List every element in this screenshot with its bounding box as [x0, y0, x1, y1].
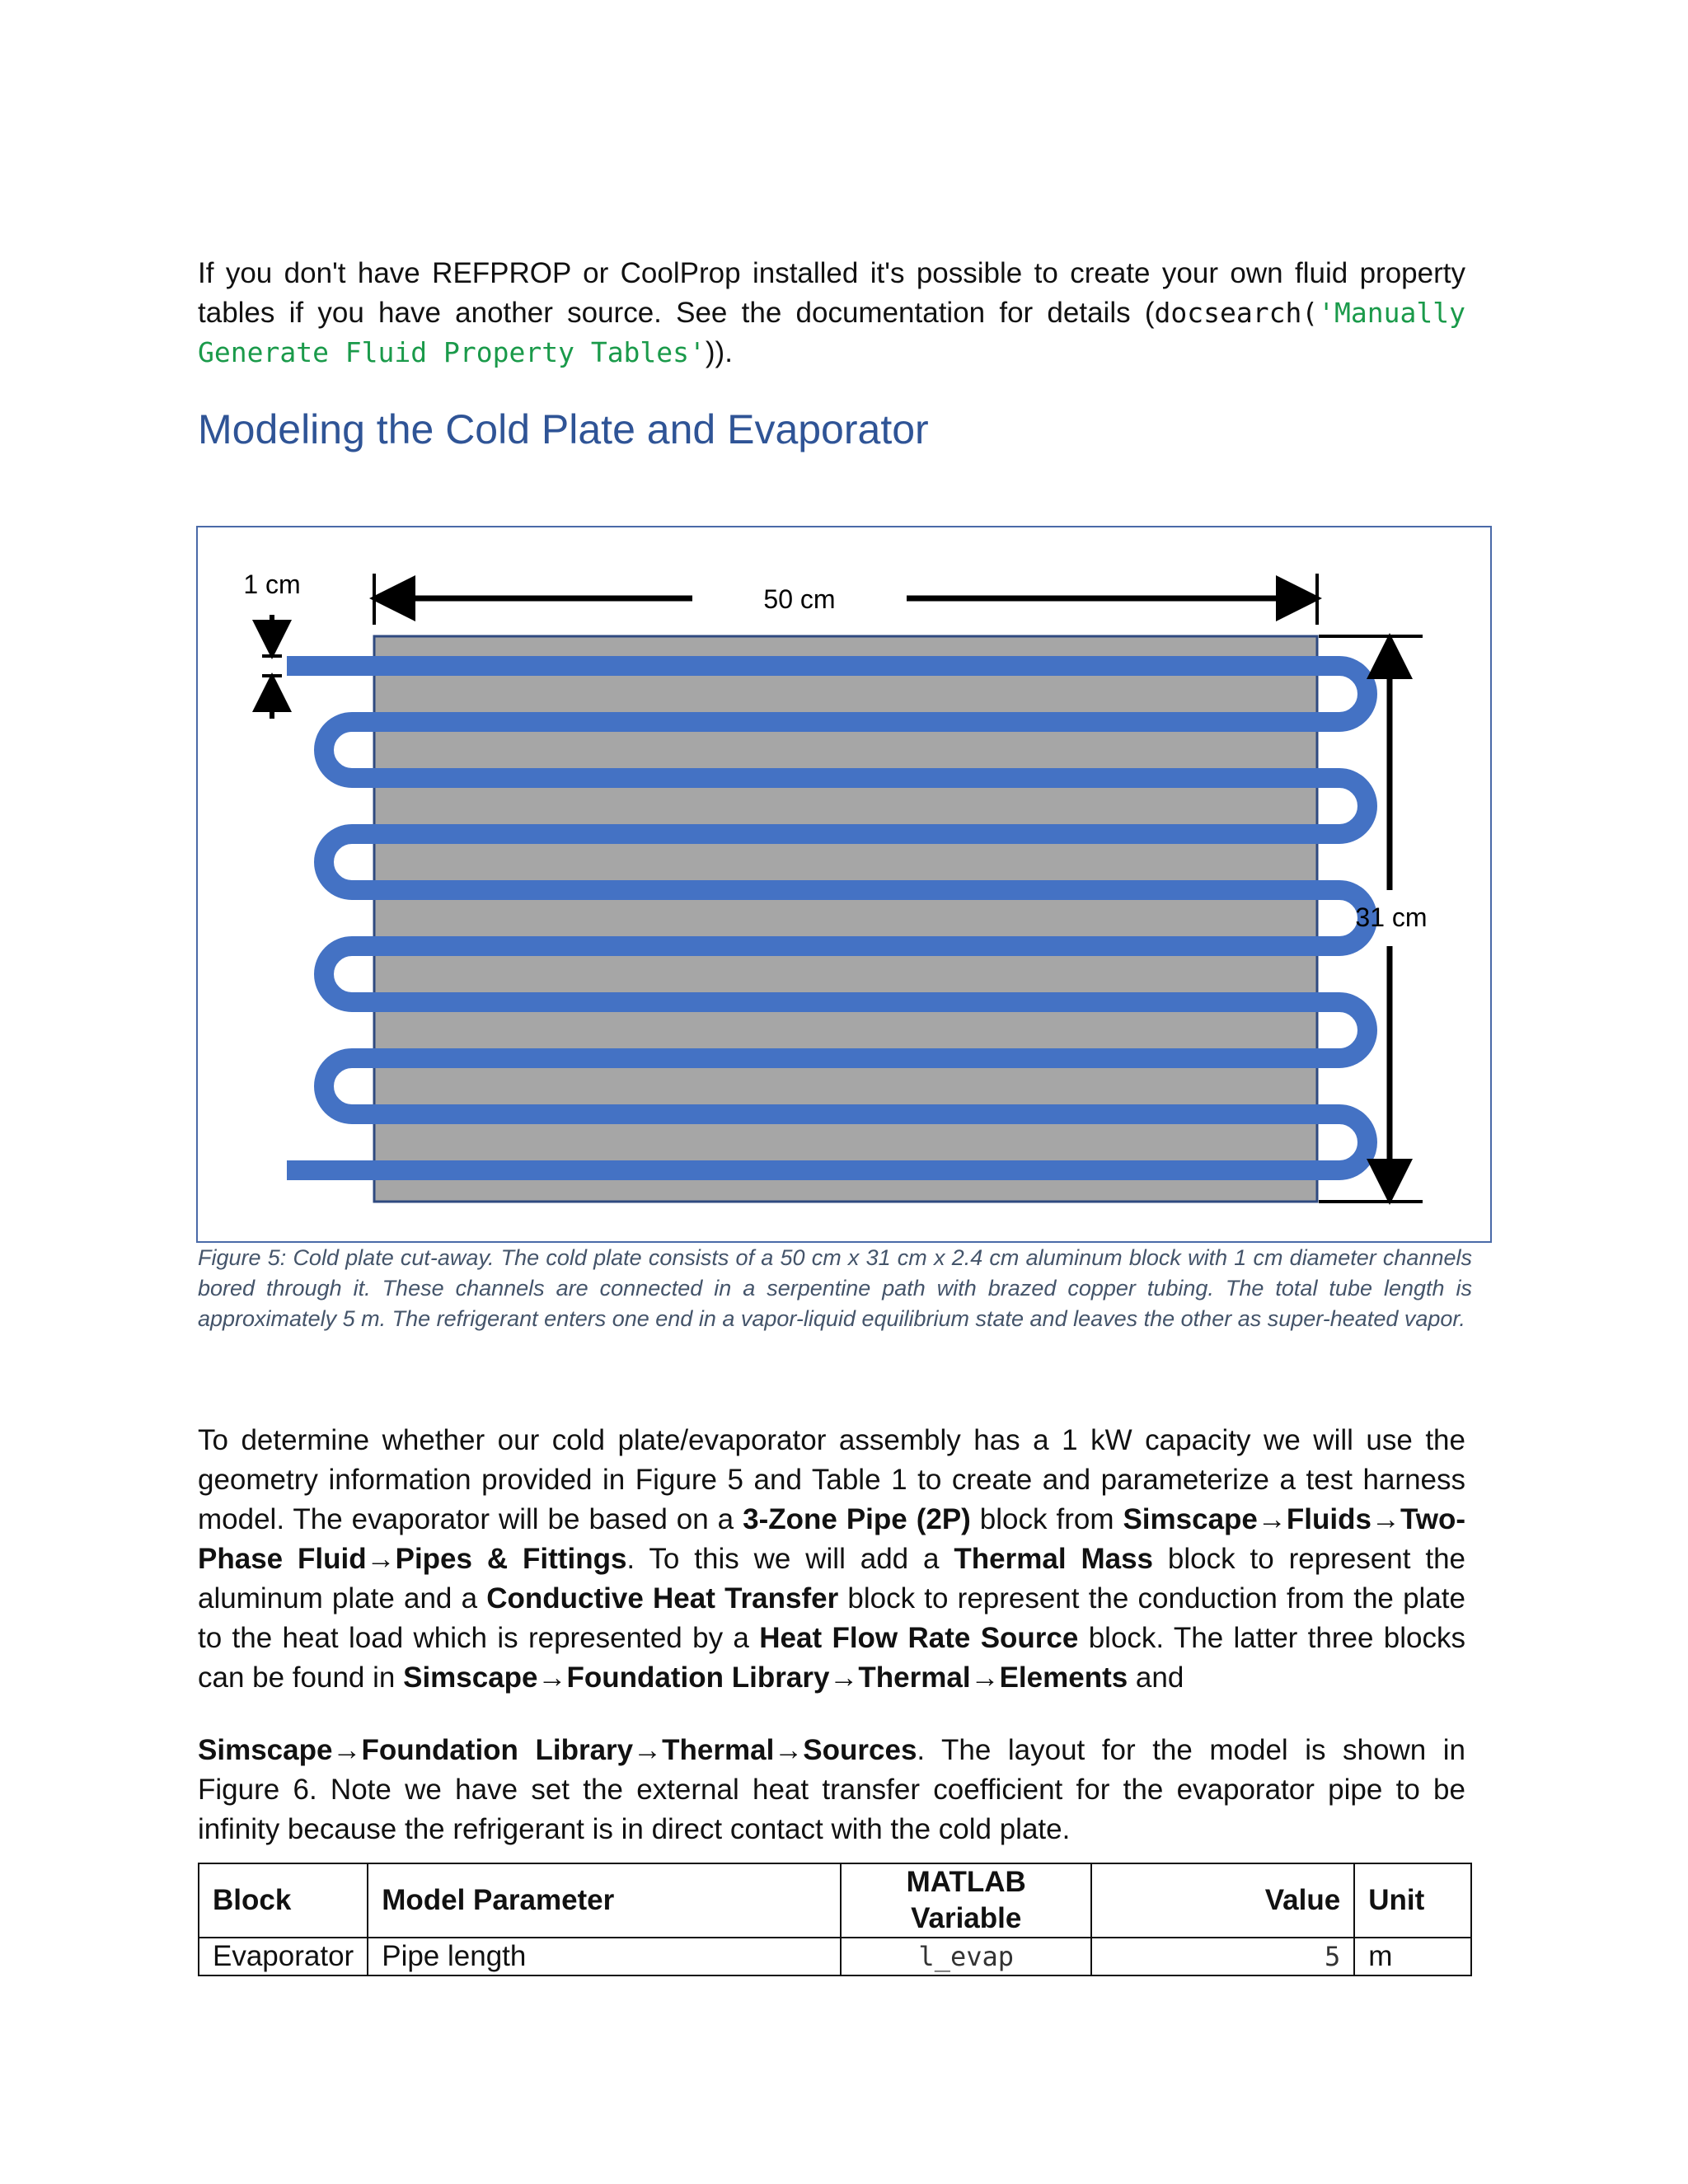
parameter-table: [198, 1863, 1472, 1976]
col-header-unit: Unit: [1354, 1863, 1471, 1938]
body-paragraph-2: Simscape→Foundation Library→Thermal→Sources. The layout for the model is shown in Figure 6. Note we have set the external heat transfer coefficient for the evaporator pipe to be infinity because the refrigerant is in direct contact with the cold plate.: [198, 1734, 1466, 1845]
cold-plate-diagram: [198, 527, 1493, 1244]
body-paragraph-1: To determine whether our cold plate/evaporator assembly has a 1 kW capacity we will use the geometry information provided in Figure 5 and Table 1 to create and parameterize a test harness model. The evaporator will be based on a 3-Zone Pipe (2P) block from Simscape→Fluids→Two-Phase Fluid→Pipes & Fittings. To this we will add a Thermal Mass block to represent the aluminum plate and a Conductive Heat Transfer block to represent the conduction from the plate to the heat load which is represented by a Heat Flow Rate Source block. The latter three blocks can be found in Simscape→Foundation Library→Thermal→Elements and: [198, 1424, 1465, 1694]
cell-matlab-variable: l_evap: [841, 1938, 1091, 1975]
figure-caption: Figure 5: Cold plate cut-away. The cold plate consists of a 50 cm x 31 cm x 2.4 cm aluminum block with 1 cm diameter channels bored through it. These channels are connected in a serpentine path with brazed copper tubing. The total tube length is approximately 5 m. The refrigerant enters one end in a vapor-liquid equilibrium state and leaves the other as super-heated vapor.: [198, 1245, 1472, 1331]
width-label: 50 cm: [763, 584, 836, 614]
col-header-block: Block: [199, 1863, 368, 1938]
heat-flow-block-name: Heat Flow Rate Source: [759, 1622, 1079, 1654]
conductive-block-name: Conductive Heat Transfer: [486, 1582, 839, 1615]
col-header-value: Value: [1091, 1863, 1354, 1938]
cell-model-parameter: Pipe length: [368, 1938, 841, 1975]
cell-value: 5: [1091, 1938, 1354, 1975]
cold-plate-figure: [196, 526, 1492, 1243]
col-header-model-parameter: Model Parameter: [368, 1863, 841, 1938]
channel-label: 1 cm: [243, 569, 301, 599]
code-function: docsearch(: [1154, 297, 1319, 329]
intro-paragraph: [198, 254, 1465, 373]
table-header-row: [199, 1863, 1471, 1938]
code-close: )).: [705, 336, 733, 368]
intro-text: If you don't have REFPROP or CoolProp installed it's possible to create your own fluid property tables if you have another source. See the documentation for details (: [198, 257, 1465, 329]
col-header-matlab-variable: MATLAB Variable: [841, 1863, 1091, 1938]
cell-unit: m: [1354, 1938, 1471, 1975]
cell-block: Evaporator: [199, 1938, 368, 1975]
section-heading: Modeling the Cold Plate and Evaporator: [198, 406, 929, 452]
thermal-mass-block-name: Thermal Mass: [954, 1543, 1154, 1575]
code-string-argument: 'Manually Generate Fluid Property Tables': [198, 297, 1465, 368]
pipe-block-name: 3-Zone Pipe (2P): [743, 1503, 971, 1535]
height-label: 31 cm: [1355, 902, 1428, 932]
table-row: [199, 1938, 1471, 1975]
